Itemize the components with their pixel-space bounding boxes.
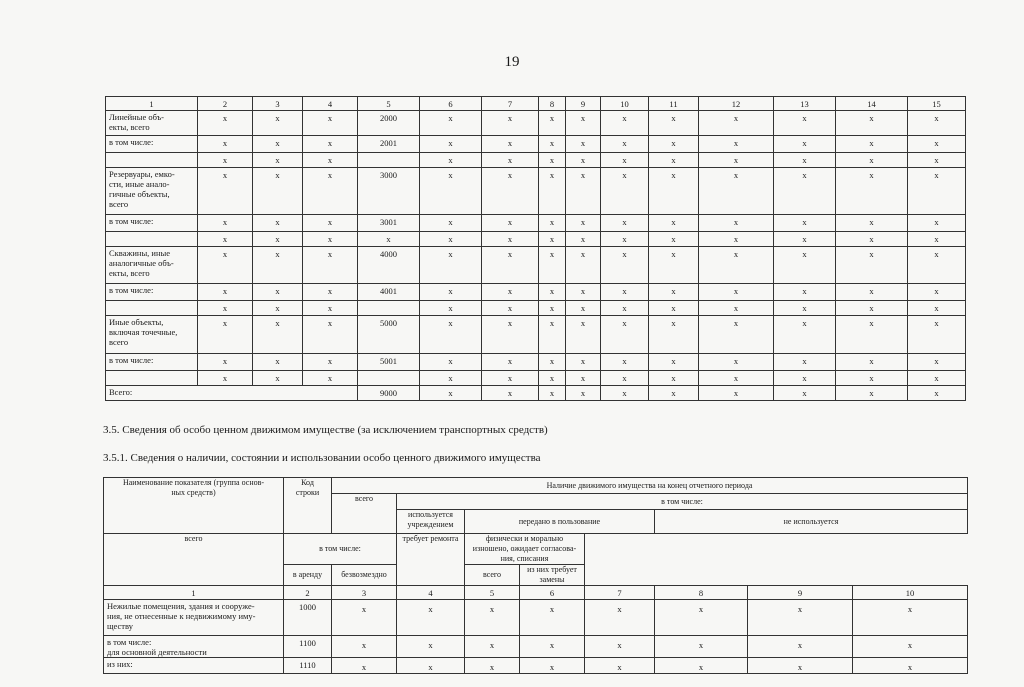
table-row (106, 247, 966, 284)
table-cell: x (774, 168, 836, 215)
table-cell: x (908, 232, 966, 247)
table-cell: x (332, 600, 397, 636)
table-cell: x (198, 111, 253, 136)
row-label: в том числе: для основной деятельности (104, 636, 284, 658)
table-cell: x (601, 111, 649, 136)
table-cell: x (649, 386, 699, 401)
row-label: в том числе: (106, 284, 198, 301)
table-cell: x (853, 636, 968, 658)
table-cell: x (539, 371, 566, 386)
table1-col-number: 1 (106, 97, 198, 111)
table-cell: x (566, 215, 601, 232)
table-cell (358, 301, 420, 316)
table-cell: x (655, 600, 748, 636)
table-cell: x (198, 232, 253, 247)
row-label (106, 301, 198, 316)
table-total-row (106, 386, 966, 401)
table-cell: x (908, 284, 966, 301)
table-cell: x (420, 215, 482, 232)
table-cell: x (699, 136, 774, 153)
table-cell: x (420, 386, 482, 401)
table-cell: x (585, 636, 655, 658)
header-availability: Наличие движимого имущества на конец отчетного периода (332, 478, 968, 494)
page-number: 19 (504, 54, 520, 70)
table-cell: x (482, 316, 539, 354)
table-cell: x (253, 168, 303, 215)
objects-table (105, 96, 966, 401)
table1-col-number: 4 (303, 97, 358, 111)
table-cell: x (198, 284, 253, 301)
table-cell: x (332, 636, 397, 658)
table-cell: x (253, 316, 303, 354)
table-cell: 3001 (358, 215, 420, 232)
table-cell: x (198, 247, 253, 284)
table-cell: x (198, 136, 253, 153)
table-cell: x (655, 658, 748, 674)
table-cell: x (601, 168, 649, 215)
table1-col-number: 14 (836, 97, 908, 111)
table-cell: x (836, 284, 908, 301)
table-cell: x (303, 136, 358, 153)
header-transferred: передано в пользование (465, 510, 655, 534)
table-cell: x (303, 316, 358, 354)
table-cell: x (303, 354, 358, 371)
table-cell: x (585, 658, 655, 674)
table-cell: x (539, 168, 566, 215)
table-cell: x (465, 658, 520, 674)
row-label (106, 371, 198, 386)
table-row (106, 136, 966, 153)
table-cell: x (420, 284, 482, 301)
section-3-5-1-heading: 3.5.1. Сведения о наличии, состоянии и использовании особо ценного движимого имущества (103, 452, 541, 464)
row-label: Иные объекты, включая точечные, всего (106, 316, 198, 354)
row-label: в том числе: (106, 215, 198, 232)
table-cell: x (585, 600, 655, 636)
row-label: из них: (104, 658, 284, 674)
table-cell: x (420, 136, 482, 153)
table-cell: x (420, 111, 482, 136)
table-cell: x (699, 371, 774, 386)
table-cell: x (397, 600, 465, 636)
table-cell: 5001 (358, 354, 420, 371)
table2-col-number: 1 (104, 586, 284, 600)
table-cell: x (420, 153, 482, 168)
row-label: в том числе: (106, 354, 198, 371)
table-cell: x (420, 316, 482, 354)
table-cell: x (520, 600, 585, 636)
table-cell: x (539, 354, 566, 371)
table-cell: x (198, 316, 253, 354)
header-worn: физически и морально изношено, ожидает согласова- ния, списания (465, 534, 585, 565)
table-cell: x (566, 153, 601, 168)
table-cell: x (253, 136, 303, 153)
row-label: Линейные объ- екты, всего (106, 111, 198, 136)
table2-col-number: 7 (585, 586, 655, 600)
table-cell: x (198, 215, 253, 232)
total-label: Всего: (106, 386, 358, 401)
table-cell: x (198, 371, 253, 386)
header-not-used: не используется (655, 510, 968, 534)
table-cell: x (649, 136, 699, 153)
table-cell: x (482, 111, 539, 136)
table-cell: x (774, 111, 836, 136)
table-cell: x (520, 658, 585, 674)
table-cell: x (699, 284, 774, 301)
header-name: Наименование показателя (группа основ- ных средств) (104, 478, 284, 534)
table-cell: x (649, 232, 699, 247)
table-cell: x (303, 168, 358, 215)
table-cell: x (420, 371, 482, 386)
table2-col-number: 4 (397, 586, 465, 600)
table-cell: x (649, 153, 699, 168)
table1-col-number: 11 (649, 97, 699, 111)
table-cell: x (836, 247, 908, 284)
table-cell: x (303, 247, 358, 284)
table-cell: x (420, 301, 482, 316)
table-cell: x (303, 153, 358, 168)
table-cell: x (420, 354, 482, 371)
table2-col-number: 5 (465, 586, 520, 600)
table-cell: x (774, 247, 836, 284)
table-cell: x (482, 354, 539, 371)
table-cell: x (303, 371, 358, 386)
header-incl: в том числе: (397, 494, 968, 510)
table-cell: x (253, 153, 303, 168)
table-cell: x (699, 232, 774, 247)
row-label: Скважины, иные аналогичные объ- екты, всего (106, 247, 198, 284)
table-cell: x (465, 636, 520, 658)
table-cell: x (699, 316, 774, 354)
table-cell: x (649, 284, 699, 301)
table-cell: x (908, 386, 966, 401)
table-row (104, 600, 968, 636)
table-row (104, 658, 968, 674)
table-cell: x (198, 354, 253, 371)
table-cell: 9000 (358, 386, 420, 401)
table-cell: x (198, 301, 253, 316)
table1-col-number: 13 (774, 97, 836, 111)
table-cell: x (655, 636, 748, 658)
table-cell: x (566, 316, 601, 354)
table-cell: x (253, 354, 303, 371)
table-cell: x (566, 284, 601, 301)
table-cell: x (303, 215, 358, 232)
table-cell: x (908, 371, 966, 386)
table-cell: x (699, 301, 774, 316)
row-label (106, 153, 198, 168)
table-cell: x (539, 284, 566, 301)
header-worn-total: всего (465, 565, 520, 586)
row-label: в том числе: (106, 136, 198, 153)
table-cell: x (649, 215, 699, 232)
table1-col-number: 2 (198, 97, 253, 111)
table-cell: x (908, 136, 966, 153)
table-row (106, 284, 966, 301)
table-cell: x (397, 636, 465, 658)
table-cell: x (601, 232, 649, 247)
table-cell: x (482, 301, 539, 316)
table-cell: x (420, 247, 482, 284)
table2-col-number: 8 (655, 586, 748, 600)
table-row (106, 215, 966, 232)
table-cell: x (397, 658, 465, 674)
table-cell: x (836, 386, 908, 401)
table-cell: x (482, 136, 539, 153)
table-row (106, 354, 966, 371)
table-cell: x (774, 153, 836, 168)
header-total: всего (332, 494, 397, 534)
table-cell: x (332, 658, 397, 674)
table-cell: x (649, 371, 699, 386)
table-cell: x (699, 111, 774, 136)
table-cell: x (303, 111, 358, 136)
table-cell: x (566, 111, 601, 136)
header-worn-replace: из них требует замены (520, 565, 585, 586)
table-cell: x (774, 316, 836, 354)
table-cell: x (699, 215, 774, 232)
table1-col-number: 8 (539, 97, 566, 111)
table-cell: x (748, 600, 853, 636)
table-cell: x (908, 247, 966, 284)
table1-col-number: 6 (420, 97, 482, 111)
table-row (106, 316, 966, 354)
table-cell: x (774, 386, 836, 401)
table-cell: x (748, 658, 853, 674)
table-row (106, 111, 966, 136)
table-cell: x (649, 168, 699, 215)
table-cell: x (566, 386, 601, 401)
table-cell: x (520, 636, 585, 658)
table-cell (358, 153, 420, 168)
table-cell: x (566, 301, 601, 316)
table2-col-number: 6 (520, 586, 585, 600)
table2-col-number-row (104, 586, 968, 600)
table-cell: x (253, 301, 303, 316)
table-cell: 5000 (358, 316, 420, 354)
table-cell: x (566, 247, 601, 284)
table-cell: x (699, 354, 774, 371)
table-cell: x (253, 371, 303, 386)
row-label: Резервуары, емко- сти, иные анало- гичные объекты, всего (106, 168, 198, 215)
table-cell: x (649, 247, 699, 284)
table-row (106, 371, 966, 386)
table-cell: x (748, 636, 853, 658)
table-cell: x (482, 284, 539, 301)
table-row (104, 636, 968, 658)
table-cell: x (303, 232, 358, 247)
table-cell: x (774, 136, 836, 153)
table-row (106, 168, 966, 215)
header-transferred-incl: в том числе: (284, 534, 397, 565)
header-needs-repair: требует ремонта (397, 534, 465, 586)
table-cell: x (601, 371, 649, 386)
table-cell: x (566, 232, 601, 247)
table-cell: x (601, 301, 649, 316)
table-cell: x (253, 247, 303, 284)
table-cell: x (482, 386, 539, 401)
table-cell: x (649, 354, 699, 371)
header-rent: в аренду (284, 565, 332, 586)
table-cell: x (649, 301, 699, 316)
table-cell: x (601, 215, 649, 232)
table-cell: x (539, 111, 566, 136)
table1-col-number: 9 (566, 97, 601, 111)
table-cell (358, 371, 420, 386)
table-cell: x (420, 168, 482, 215)
table-cell: x (539, 316, 566, 354)
section-3-5-heading: 3.5. Сведения об особо ценном движимом имуществе (за исключением транспортных средств) (103, 424, 548, 436)
table-cell: x (699, 386, 774, 401)
table2-col-number: 2 (284, 586, 332, 600)
table-cell: x (836, 301, 908, 316)
table-cell: x (303, 284, 358, 301)
table-cell: x (566, 168, 601, 215)
table-cell: x (482, 247, 539, 284)
table-cell: x (836, 153, 908, 168)
table-cell: x (774, 371, 836, 386)
table-cell: x (836, 232, 908, 247)
header-code: Код строки (284, 478, 332, 534)
table-cell: x (253, 215, 303, 232)
table1-header-row (106, 97, 966, 111)
table1-col-number: 12 (699, 97, 774, 111)
table-cell: x (601, 284, 649, 301)
table-cell: 2001 (358, 136, 420, 153)
table2-col-number: 3 (332, 586, 397, 600)
table-cell: x (853, 658, 968, 674)
table-cell: x (649, 316, 699, 354)
table-row (106, 301, 966, 316)
table-cell: x (482, 232, 539, 247)
table1-col-number: 5 (358, 97, 420, 111)
table-cell: x (539, 301, 566, 316)
table2-subheader-row (104, 534, 968, 565)
table-cell: x (601, 247, 649, 284)
table2-col-number: 9 (748, 586, 853, 600)
table-cell: x (908, 215, 966, 232)
movable-property-table (103, 477, 968, 674)
table-cell: x (566, 354, 601, 371)
table-cell: x (699, 247, 774, 284)
table-cell: x (358, 232, 420, 247)
table1-col-number: 10 (601, 97, 649, 111)
table-cell: x (774, 301, 836, 316)
table2-col-number: 10 (853, 586, 968, 600)
table-cell: 2000 (358, 111, 420, 136)
row-code: 1000 (284, 600, 332, 636)
table-cell: 3000 (358, 168, 420, 215)
table-cell: x (539, 386, 566, 401)
table-cell: x (482, 215, 539, 232)
table-cell: x (908, 354, 966, 371)
table-row (106, 232, 966, 247)
table-cell: x (774, 215, 836, 232)
table-cell: x (482, 371, 539, 386)
table-row (106, 153, 966, 168)
table-cell: x (601, 136, 649, 153)
table-cell: x (539, 215, 566, 232)
table-cell: x (482, 153, 539, 168)
row-code: 1110 (284, 658, 332, 674)
table-cell: x (601, 354, 649, 371)
table-cell: x (774, 284, 836, 301)
header-free: безвозмездно (332, 565, 397, 586)
table1-col-number: 3 (253, 97, 303, 111)
table-cell: x (908, 168, 966, 215)
table1-col-number: 7 (482, 97, 539, 111)
table-cell: x (253, 284, 303, 301)
table-cell: x (198, 168, 253, 215)
row-label: Нежилые помещения, здания и сооруже- ния, не отнесенные к недвижимому иму- ществу (104, 600, 284, 636)
table-cell: 4000 (358, 247, 420, 284)
header-transferred-total: всего (104, 534, 284, 586)
table-cell: x (539, 232, 566, 247)
table-cell: x (303, 301, 358, 316)
table-cell: x (836, 215, 908, 232)
table-cell: x (908, 153, 966, 168)
table-cell: x (539, 247, 566, 284)
table1-col-number: 15 (908, 97, 966, 111)
table-cell: x (774, 232, 836, 247)
row-code: 1100 (284, 636, 332, 658)
table-cell: x (836, 111, 908, 136)
table-cell: x (908, 316, 966, 354)
table-cell: x (836, 168, 908, 215)
table-cell: x (649, 111, 699, 136)
table-cell: x (566, 371, 601, 386)
table-cell: x (253, 232, 303, 247)
table-cell: x (420, 232, 482, 247)
table-cell: x (699, 153, 774, 168)
table-cell: x (253, 111, 303, 136)
row-label (106, 232, 198, 247)
table-cell: 4001 (358, 284, 420, 301)
table-cell: x (836, 371, 908, 386)
table-cell: x (853, 600, 968, 636)
table-cell: x (601, 386, 649, 401)
table-cell: x (465, 600, 520, 636)
table-cell: x (601, 153, 649, 168)
table-cell: x (566, 136, 601, 153)
table-cell: x (539, 136, 566, 153)
table-cell: x (908, 301, 966, 316)
table-cell: x (482, 168, 539, 215)
table-cell: x (539, 153, 566, 168)
table-cell: x (836, 136, 908, 153)
table-cell: x (699, 168, 774, 215)
table-cell: x (836, 354, 908, 371)
table-cell: x (908, 111, 966, 136)
header-used: используется учреждением (397, 510, 465, 534)
table-cell: x (774, 354, 836, 371)
table-cell: x (601, 316, 649, 354)
table-cell: x (198, 153, 253, 168)
table-cell: x (836, 316, 908, 354)
